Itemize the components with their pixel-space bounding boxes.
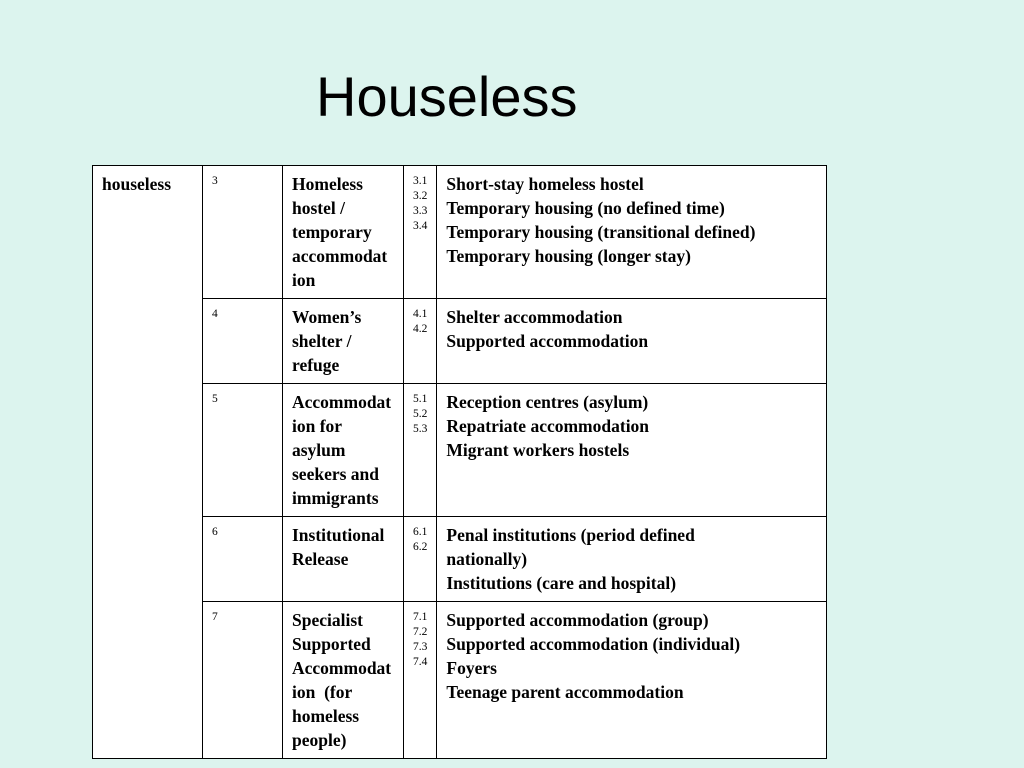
subcode: 3.4 (413, 220, 428, 232)
description-line: Supported accommodation (446, 331, 649, 351)
description-line: Temporary housing (transitional defined) (446, 222, 756, 242)
accommodation-type-line: people) (292, 730, 347, 750)
description-cell (437, 384, 827, 517)
description-cell (437, 517, 827, 602)
subcode-cell (404, 602, 437, 759)
accommodation-type-line: Women’s (292, 307, 362, 327)
type-cell (283, 299, 404, 384)
subcode: 5.1 (413, 393, 428, 405)
category-number: 7 (212, 611, 218, 623)
number-cell (203, 166, 283, 299)
subcode-cell (404, 299, 437, 384)
subcode: 4.2 (413, 323, 428, 335)
subcode: 5.2 (413, 408, 428, 420)
subcode-cell (404, 384, 437, 517)
accommodation-type-line: homeless (292, 706, 360, 726)
description-line: Teenage parent accommodation (446, 682, 684, 702)
accommodation-type-line: Release (292, 549, 349, 569)
description-line: Shelter accommodation (446, 307, 623, 327)
type-cell (283, 384, 404, 517)
description-line: Temporary housing (longer stay) (446, 246, 691, 266)
type-cell (283, 166, 404, 299)
subcode: 7.4 (413, 656, 428, 668)
description-line: Temporary housing (no defined time) (446, 198, 725, 218)
description-line: Reception centres (asylum) (446, 392, 649, 412)
description-line: Short-stay homeless hostel (446, 174, 644, 194)
table-row (93, 299, 827, 384)
accommodation-type-line: shelter / (292, 331, 352, 351)
number-cell (203, 517, 283, 602)
description-cell (437, 299, 827, 384)
description-line: Migrant workers hostels (446, 440, 630, 460)
accommodation-type-line: asylum (292, 440, 346, 460)
table-row (93, 384, 827, 517)
subcode: 4.1 (413, 308, 428, 320)
accommodation-type-line: temporary (292, 222, 372, 242)
subcode-cell (404, 517, 437, 602)
subcode: 6.1 (413, 526, 428, 538)
subcode: 7.2 (413, 626, 428, 638)
accommodation-type-line: ion (292, 270, 316, 290)
subcode: 5.3 (413, 423, 428, 435)
subcode: 6.2 (413, 541, 428, 553)
accommodation-type-line: refuge (292, 355, 340, 375)
description-line: Supported accommodation (group) (446, 610, 709, 630)
description-line: Repatriate accommodation (446, 416, 650, 436)
description-cell (437, 166, 827, 299)
number-cell (203, 602, 283, 759)
description-line: nationally) (446, 549, 528, 569)
table-row (93, 602, 827, 759)
subcode-cell (404, 166, 437, 299)
category-number: 4 (212, 308, 218, 320)
category-cell (93, 166, 203, 759)
subcode: 3.2 (413, 190, 428, 202)
accommodation-type-line: ion for (292, 416, 343, 436)
subcode: 3.3 (413, 205, 428, 217)
category-number: 5 (212, 393, 218, 405)
category-number: 6 (212, 526, 218, 538)
description-cell (437, 602, 827, 759)
accommodation-type-line: Homeless (292, 174, 363, 194)
houseless-table (92, 165, 827, 759)
description-line: Penal institutions (period defined (446, 525, 695, 545)
subcode: 7.1 (413, 611, 428, 623)
slide-title: Houseless (316, 65, 578, 128)
accommodation-type-line: seekers and (292, 464, 380, 484)
description-line: Institutions (care and hospital) (446, 573, 677, 593)
accommodation-type-line: Supported (292, 634, 371, 654)
accommodation-type-line: accommodat (292, 246, 388, 266)
number-cell (203, 384, 283, 517)
table-row (93, 517, 827, 602)
type-cell (283, 517, 404, 602)
category-label: houseless (102, 174, 172, 194)
table-row (93, 166, 827, 299)
accommodation-type-line: ion (for (292, 682, 353, 702)
number-cell (203, 299, 283, 384)
description-line: Foyers (446, 658, 497, 678)
description-line: Supported accommodation (individual) (446, 634, 741, 654)
subcode: 3.1 (413, 175, 428, 187)
subcode: 7.3 (413, 641, 428, 653)
accommodation-type-line: Specialist (292, 610, 363, 630)
accommodation-type-line: hostel / (292, 198, 345, 218)
accommodation-type-line: Accommodat (292, 392, 392, 412)
accommodation-type-line: immigrants (292, 488, 379, 508)
category-number: 3 (212, 175, 218, 187)
accommodation-type-line: Accommodat (292, 658, 392, 678)
type-cell (283, 602, 404, 759)
accommodation-type-line: Institutional (292, 525, 385, 545)
